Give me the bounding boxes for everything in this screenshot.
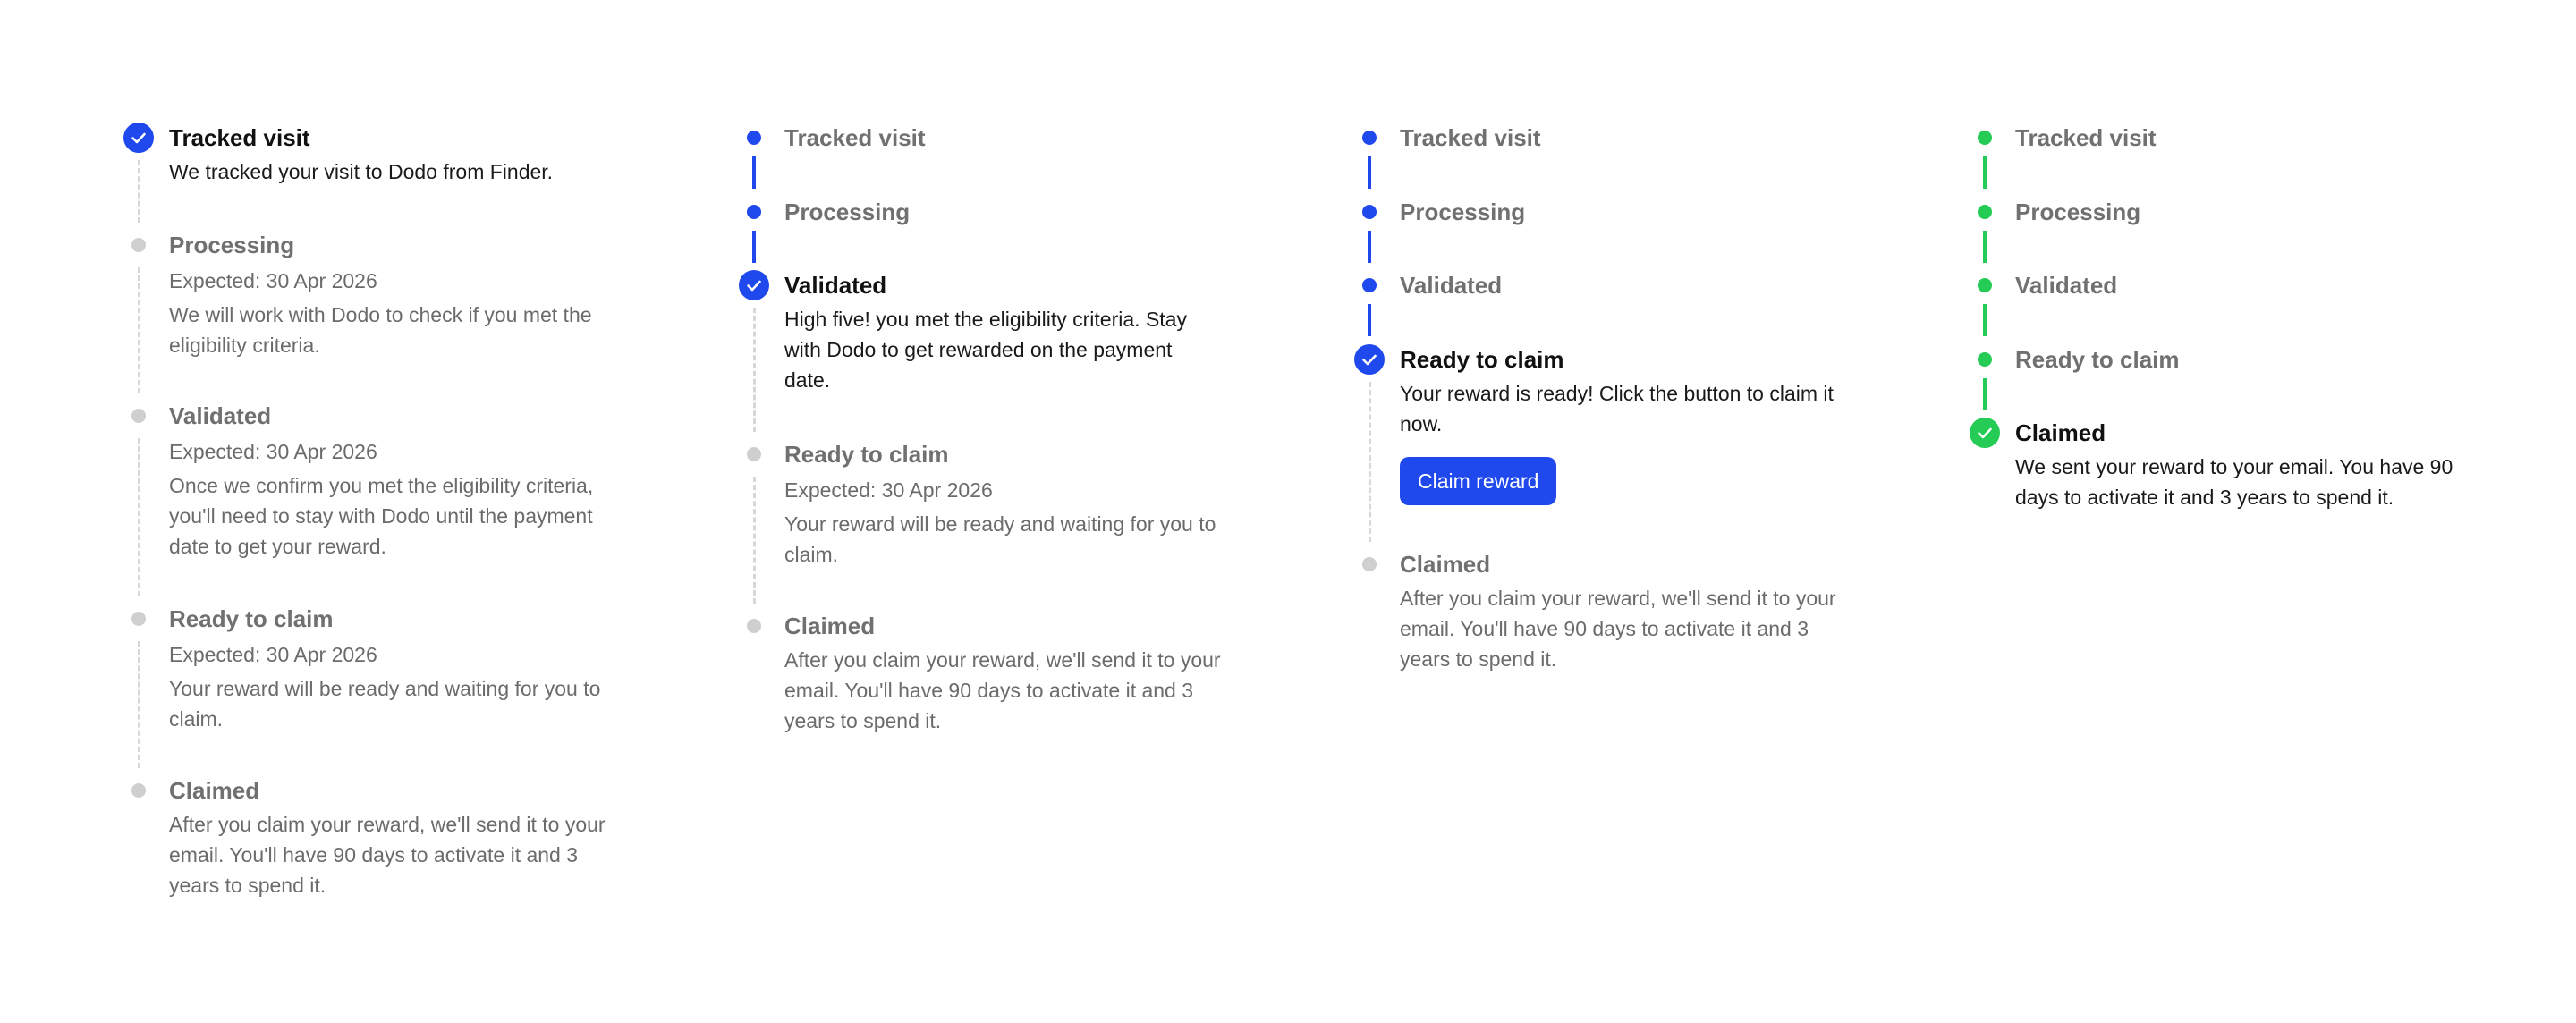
step-claimed — [1354, 549, 1855, 674]
stepper-3 — [1354, 123, 1855, 674]
step-processing — [123, 230, 624, 401]
step-title: Claimed — [2015, 419, 2106, 446]
step-title: Processing — [1400, 199, 1526, 225]
step-title: Processing — [2015, 199, 2141, 225]
step-description: After you claim your reward, we'll send it to your email. You'll have 90 days to activate it and 3 years to spend it. — [1400, 587, 1836, 671]
step-dot-icon — [1362, 205, 1377, 219]
step-tracked-visit — [123, 123, 624, 230]
step-title: Tracked visit — [1400, 124, 1541, 151]
step-description: Your reward will be ready and waiting for you to claim. — [169, 677, 601, 731]
step-title: Ready to claim — [1400, 346, 1564, 373]
step-title: Tracked visit — [784, 124, 926, 151]
step-dot-icon — [1978, 131, 1992, 145]
step-description: After you claim your reward, we'll send it to your email. You'll have 90 days to activate it and 3 years to spend it. — [169, 813, 606, 897]
step-title: Validated — [784, 272, 887, 299]
step-validated — [1354, 270, 1855, 344]
step-ready-to-claim — [739, 439, 1222, 611]
step-description: We will work with Dodo to check if you met the eligibility criteria. — [169, 303, 592, 357]
step-claimed — [123, 775, 624, 900]
step-dot-icon — [131, 409, 146, 423]
step-title: Claimed — [784, 613, 876, 639]
step-dot-icon — [1978, 352, 1992, 367]
step-title: Processing — [169, 232, 295, 258]
step-title: Ready to claim — [2015, 346, 2180, 373]
step-ready-to-claim — [1354, 344, 1855, 549]
step-description: Once we confirm you met the eligibility criteria, you'll need to stay with Dodo until the payment date to get your reward. — [169, 474, 594, 558]
step-tracked-visit — [1970, 123, 2470, 197]
step-expected-date: Expected: 30 Apr 2026 — [169, 643, 377, 666]
step-title: Ready to claim — [169, 605, 334, 632]
step-connector — [1983, 378, 1987, 410]
step-ready-to-claim — [123, 604, 624, 775]
check-icon — [1354, 344, 1385, 375]
step-validated — [123, 401, 624, 604]
step-description: High five! you met the eligibility criteria. Stay with Dodo to get rewarded on the payment date. — [784, 308, 1187, 392]
step-description: Your reward is ready! Click the button to claim it now. — [1400, 382, 1834, 435]
step-title: Claimed — [169, 777, 260, 804]
step-connector — [1368, 231, 1371, 263]
step-title: Tracked visit — [2015, 124, 2157, 151]
step-description: We sent your reward to your email. You have 90 days to activate it and 3 years to spend it. — [2015, 455, 2453, 509]
check-icon — [123, 123, 154, 153]
step-dot-icon — [131, 238, 146, 252]
claim-reward-button[interactable]: Claim reward — [1400, 457, 1556, 505]
step-title: Tracked visit — [169, 124, 310, 151]
step-dot-icon — [747, 131, 761, 145]
step-dot-icon — [131, 612, 146, 626]
step-dot-icon — [747, 205, 761, 219]
step-title: Claimed — [1400, 551, 1491, 578]
check-icon — [739, 270, 769, 300]
step-connector — [1983, 156, 1987, 189]
step-dot-icon — [131, 783, 146, 798]
step-dot-icon — [1362, 131, 1377, 145]
step-validated — [739, 270, 1222, 439]
step-validated — [1970, 270, 2470, 344]
step-title: Validated — [169, 402, 272, 429]
step-connector — [138, 438, 140, 596]
step-dot-icon — [747, 447, 761, 461]
step-tracked-visit — [1354, 123, 1855, 197]
step-connector — [1983, 304, 1987, 336]
step-processing — [1970, 197, 2470, 270]
step-description: We tracked your visit to Dodo from Finder. — [169, 160, 554, 183]
step-expected-date: Expected: 30 Apr 2026 — [169, 440, 377, 463]
stepper-4 — [1970, 123, 2470, 512]
step-connector — [1368, 304, 1371, 336]
step-connector — [753, 308, 756, 432]
step-connector — [1368, 382, 1371, 542]
step-ready-to-claim — [1970, 344, 2470, 418]
step-connector — [1983, 231, 1987, 263]
step-dot-icon — [747, 619, 761, 633]
step-processing — [739, 197, 1222, 270]
stepper-2 — [739, 123, 1222, 736]
step-title: Validated — [1400, 272, 1503, 299]
check-icon — [1970, 418, 2000, 448]
step-connector — [753, 477, 756, 604]
step-processing — [1354, 197, 1855, 270]
step-connector — [752, 231, 756, 263]
step-title: Validated — [2015, 272, 2118, 299]
step-dot-icon — [1978, 278, 1992, 292]
step-claimed — [739, 611, 1222, 736]
step-claimed — [1970, 418, 2470, 512]
step-description: After you claim your reward, we'll send it to your email. You'll have 90 days to activate it and 3 years to spend it. — [784, 648, 1221, 732]
step-expected-date: Expected: 30 Apr 2026 — [169, 269, 377, 292]
step-dot-icon — [1978, 205, 1992, 219]
step-connector — [138, 160, 140, 223]
step-connector — [138, 267, 140, 393]
step-title: Ready to claim — [784, 441, 949, 468]
step-expected-date: Expected: 30 Apr 2026 — [784, 478, 993, 502]
step-dot-icon — [1362, 278, 1377, 292]
step-connector — [752, 156, 756, 189]
step-tracked-visit — [739, 123, 1222, 197]
stepper-1 — [123, 123, 624, 900]
step-description: Your reward will be ready and waiting for you to claim. — [784, 512, 1216, 566]
step-title: Processing — [784, 199, 911, 225]
step-dot-icon — [1362, 557, 1377, 571]
step-connector — [138, 641, 140, 768]
step-connector — [1368, 156, 1371, 189]
